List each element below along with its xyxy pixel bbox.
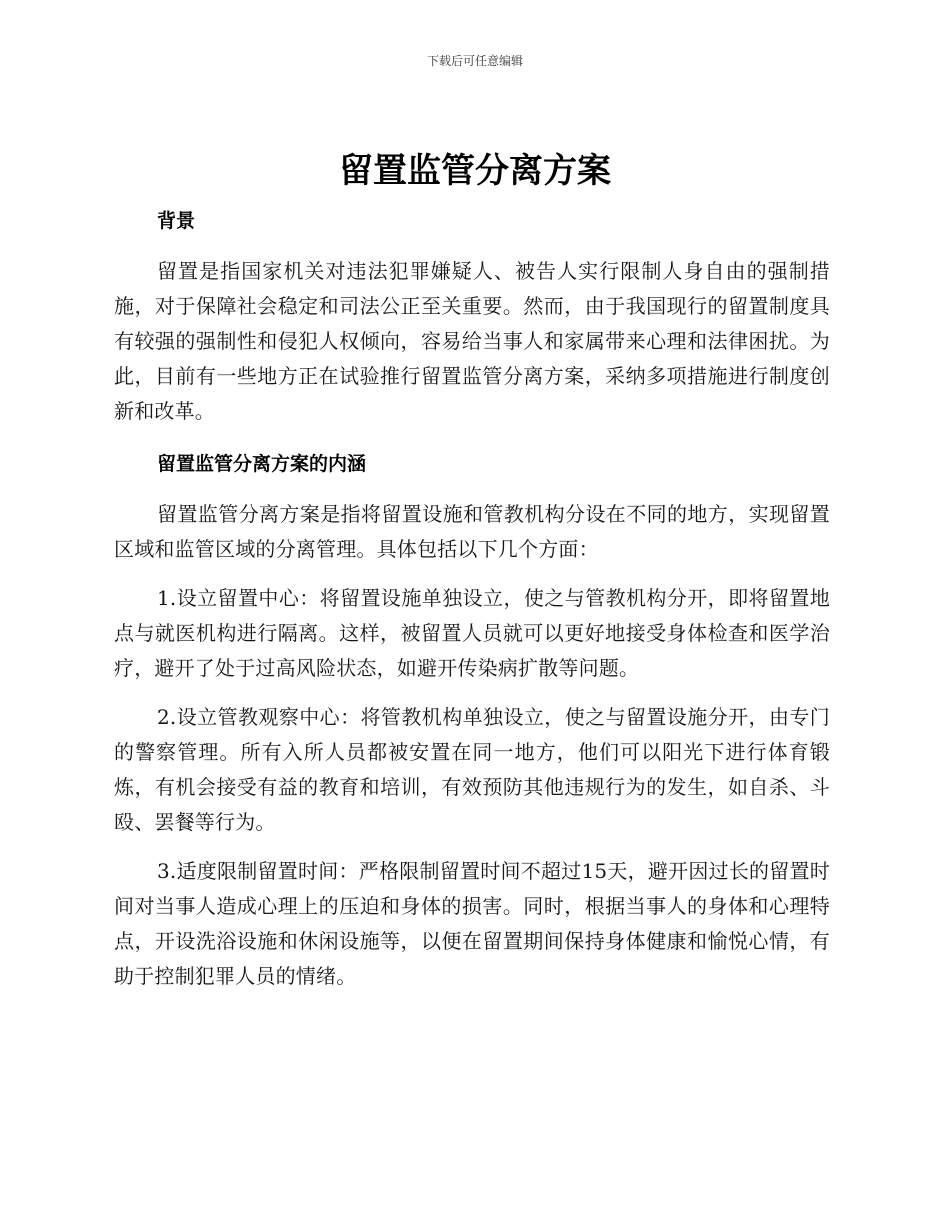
paragraph-intro: 留置监管分离方案是指将留置设施和管教机构分设在不同的地方，实现留置区域和监管区域的分离管理。具体包括以下几个方面： [114,502,830,561]
document-body [114,200,830,994]
header-note: 下载后可任意编辑 [426,54,523,68]
paragraph-item-1: 1.设立留置中心：将留置设施单独设立，使之与管教机构分开，即将留置地点与就医机构进行隔离。这样，被留置人员就可以更好地接受身体检查和医学治疗，避开了处于过高风险状态，如避开传染病扩散等问题。 [114,586,830,680]
paragraph-background: 留置是指国家机关对违法犯罪嫌疑人、被告人实行限制人身自由的强制措施，对于保障社会稳定和司法公正至关重要。然而，由于我国现行的留置制度具有较强的强制性和侵犯人权倾向，容易给当事人和家属带来心理和法律困扰。为此，目前有一些地方正在试验推行留置监管分离方案，采纳多项措施进行制度创新和改革。 [114,259,830,423]
section-heading-background: 背景 [157,210,196,232]
section-heading-connotation: 留置监管分离方案的内涵 [157,453,367,475]
document-title: 留置监管分离方案 [339,151,611,191]
paragraph-item-3: 3.适度限制留置时间：严格限制留置时间不超过15天，避开因过长的留置时间对当事人造成心理上的压迫和身体的损害。同时，根据当事人的身体和心理特点，开设洗浴设施和休闲设施等，以便在留置期间保持身体健康和愉悦心情，有助于控制犯罪人员的情绪。 [114,859,830,988]
paragraph-item-2: 2.设立管教观察中心：将管教机构单独设立，使之与留置设施分开，由专门的警察管理。所有入所人员都被安置在同一地方，他们可以阳光下进行体育锻炼，有机会接受有益的教育和培训，有效预防其他违规行为的发生，如自杀、斗殴、罢餐等行为。 [114,705,830,834]
